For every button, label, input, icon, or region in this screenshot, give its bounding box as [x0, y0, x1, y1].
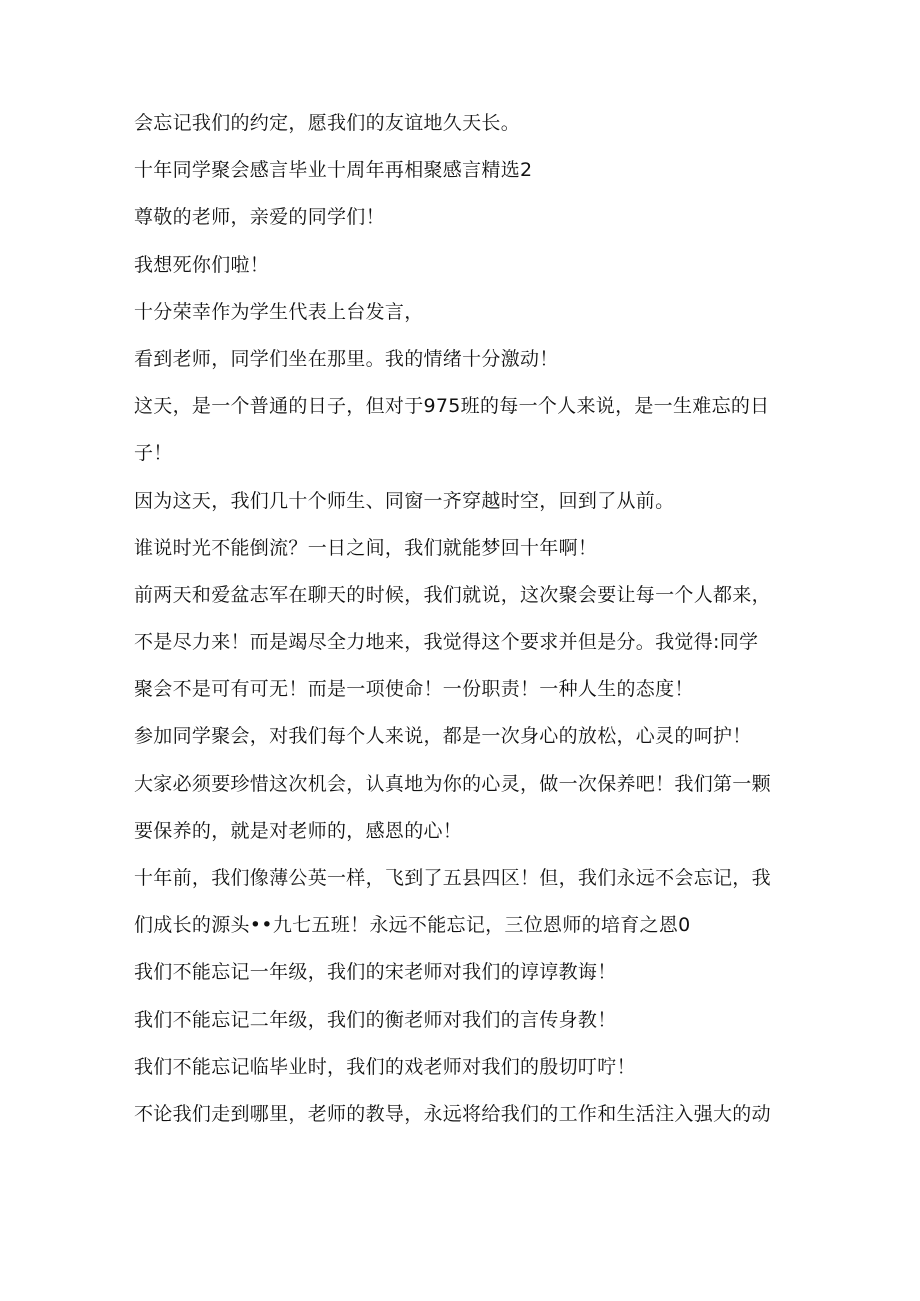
text-line: 我想死你们啦！ [134, 253, 270, 276]
text-line: 因为这天，我们几十个师生、同窗一齐穿越时空，回到了从前。 [134, 489, 675, 512]
text-line: 会忘记我们的约定，愿我们的友谊地久天长。 [134, 112, 521, 134]
text-line: 谁说时光不能倒流？一日之间，我们就能梦回十年啊！ [134, 536, 598, 559]
text-line: 我们不能忘记二年级，我们的衡老师对我们的言传身教！ [134, 1008, 617, 1031]
document-body [134, 114, 790, 1152]
text-line: 看到老师，同学们坐在那里。我的情绪十分激动！ [134, 347, 559, 370]
text-line: 我们不能忘记一年级，我们的宋老师对我们的谆谆教诲！ [134, 961, 617, 984]
text-line: 不是尽力来！而是竭尽全力地来，我觉得这个要求并但是分。我觉得:同学 [134, 631, 759, 654]
text-line: 参加同学聚会，对我们每个人来说，都是一次身心的放松，心灵的呵护！ [134, 725, 752, 748]
text-line: 这天，是一个普通的日子，但对于975班的每一个人来说，是一生难忘的日 [134, 395, 770, 418]
text-line: 尊敬的老师，亲爱的同学们！ [134, 206, 385, 229]
text-line: 大家必须要珍惜这次机会，认真地为你的心灵，做一次保养吧！我们第一颗 [134, 772, 771, 795]
text-line: 们成长的源头••九七五班！永远不能忘记，三位恩师的培育之恩0 [134, 914, 691, 937]
text-line: 要保养的，就是对老师的，感恩的心！ [134, 819, 463, 842]
text-line: 子！ [134, 442, 173, 465]
text-line: 我们不能忘记临毕业时，我们的戏老师对我们的殷切叮咛！ [134, 1055, 636, 1078]
text-line: 前两天和爱盆志军在聊天的时候，我们就说，这次聚会要让每一个人都来， [134, 583, 771, 606]
text-line: 不论我们走到哪里，老师的教导，永远将给我们的工作和生活注入强大的动 [134, 1102, 771, 1125]
section-heading: 十年同学聚会感言毕业十周年再相聚感言精选2 [134, 159, 533, 182]
text-line: 十年前，我们像薄公英一样，飞到了五县四区！但，我们永远不会忘记，我 [134, 867, 771, 889]
text-line: 聚会不是可有可无！而是一项使命！一份职责！一种人生的态度！ [134, 678, 694, 701]
text-line: 十分荣幸作为学生代表上台发言， [134, 300, 424, 323]
